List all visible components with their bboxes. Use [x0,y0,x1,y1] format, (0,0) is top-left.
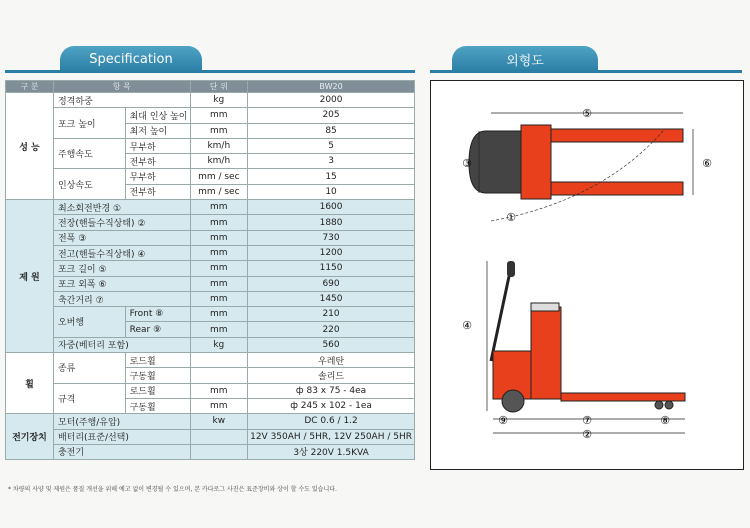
item-label: 충전기 [53,444,190,459]
value-cell: ф 245 x 102 - 1ea [248,398,415,413]
value-cell: 솔리드 [248,368,415,383]
table-row [6,353,415,368]
value-cell: 730 [248,230,415,245]
unit-cell: mm [190,276,248,291]
value-cell: 205 [248,108,415,123]
spec-header-rule [5,70,415,73]
unit-cell: mm [190,322,248,337]
unit-cell: mm [190,398,248,413]
unit-cell: kg [190,93,248,108]
unit-cell: km/h [190,154,248,169]
item-label: 배터리(표준/선택) [53,429,190,444]
table-row [6,414,415,429]
load-wheel [655,401,663,409]
header-item: 항 목 [53,81,190,93]
mast-top [531,303,559,311]
item-label: 정격하중 [53,93,190,108]
unit-cell: mm [190,123,248,138]
value-cell: 2000 [248,93,415,108]
specification-tab [60,46,202,72]
table-row [6,383,415,398]
body-mast [531,307,561,399]
table-row [6,337,415,352]
handle-grip [507,261,515,277]
pallet-truck-drawing [431,81,743,469]
top-view [462,107,712,224]
drawing-header-rule [430,70,742,73]
drive-wheel [502,390,524,412]
item-label: 종류 [53,353,125,384]
item-label: 포크 길이 ⑤ [53,261,190,276]
specification-tab-label: Specification [89,51,173,67]
value-cell: 210 [248,307,415,322]
unit-cell [190,444,248,459]
table-row [6,245,415,260]
fork-lower [551,182,683,195]
section-performance: 성 능 [6,93,54,200]
unit-cell [190,368,248,383]
chassis-top [521,125,551,199]
sub-item-label: Rear ⑨ [125,322,190,337]
sub-item-label: 최저 높이 [125,123,190,138]
header-category: 구 분 [6,81,54,93]
item-label: 전폭 ③ [53,230,190,245]
value-cell: 560 [248,337,415,352]
marker-6: ⑥ [702,157,712,170]
value-cell: 1150 [248,261,415,276]
section-wheel: 휠 [6,353,54,414]
drive-unit-top [469,131,521,193]
item-label: 모터(주행/유압) [53,414,190,429]
value-cell: 1200 [248,245,415,260]
unit-cell: mm / sec [190,169,248,184]
spec-table [5,80,415,460]
unit-cell: mm [190,307,248,322]
sub-item-label: 로드휠 [125,383,190,398]
value-cell: 1880 [248,215,415,230]
table-row [6,444,415,459]
table-row [6,215,415,230]
value-cell: 3 [248,154,415,169]
unit-cell: mm [190,108,248,123]
marker-1: ① [506,211,516,224]
item-label: 포크 외폭 ⑥ [53,276,190,291]
unit-cell: mm [190,245,248,260]
marker-4: ④ [462,319,472,332]
footnote: * 차량의 사양 및 제원은 품질 개선을 위해 예고 없이 변경될 수 있으며, 본 카다로그 사진은 표준장비와 상이 할 수도 있습니다. [8,486,337,493]
header-unit: 단 위 [190,81,248,93]
sub-item-label: 구동휠 [125,368,190,383]
value-cell: 10 [248,184,415,199]
value-cell: ф 83 x 75 - 4ea [248,383,415,398]
marker-3: ③ [462,157,472,170]
value-cell: 85 [248,123,415,138]
fork-upper [551,129,683,142]
table-row [6,261,415,276]
unit-cell: mm / sec [190,184,248,199]
item-label: 주행속도 [53,138,125,169]
side-view [462,261,685,441]
sub-item-label: 전부하 [125,154,190,169]
item-label: 포크 높이 [53,108,125,139]
marker-7: ⑦ [582,414,592,427]
fork-side [561,393,685,401]
outer-drawing-frame [430,80,744,470]
marker-5: ⑤ [582,107,592,120]
unit-cell: mm [190,261,248,276]
item-label: 축간거리 ⑦ [53,291,190,306]
value-cell: 3상 220V 1.5KVA [248,444,415,459]
unit-cell: kg [190,337,248,352]
item-label: 자중(베터리 포함) [53,337,190,352]
unit-cell: mm [190,215,248,230]
table-row [6,291,415,306]
value-cell: DC 0.6 / 1.2 [248,414,415,429]
sub-item-label: 최대 인상 높이 [125,108,190,123]
unit-cell: mm [190,200,248,215]
marker-8: ⑧ [660,414,670,427]
unit-cell [190,429,248,444]
value-cell: 우레탄 [248,353,415,368]
value-cell: 1600 [248,200,415,215]
unit-cell: mm [190,230,248,245]
sub-item-label: 무부하 [125,138,190,153]
load-wheel [665,401,673,409]
value-cell: 12V 350AH / 5HR, 12V 250AH / 5HR [248,429,415,444]
unit-cell: kw [190,414,248,429]
table-row [6,108,415,123]
value-cell: 15 [248,169,415,184]
value-cell: 220 [248,322,415,337]
sub-item-label: 구동휠 [125,398,190,413]
item-label: 전장(핸들수직상태) ② [53,215,190,230]
item-label: 인상속도 [53,169,125,200]
table-row [6,230,415,245]
value-cell: 690 [248,276,415,291]
table-row [6,307,415,322]
item-label: 전고(핸들수직상태) ④ [53,245,190,260]
table-row [6,276,415,291]
unit-cell: km/h [190,138,248,153]
section-dimensions: 제 원 [6,200,54,353]
item-label: 오버행 [53,307,125,338]
section-electric: 전기장치 [6,414,54,460]
item-label: 최소회전반경 ① [53,200,190,215]
header-model: BW20 [248,81,415,93]
sub-item-label: 로드휠 [125,353,190,368]
table-row [6,169,415,184]
outer-view-tab [452,46,598,72]
table-row [6,429,415,444]
handle-bar [491,267,511,361]
unit-cell [190,353,248,368]
table-row [6,138,415,153]
unit-cell: mm [190,383,248,398]
value-cell: 5 [248,138,415,153]
sub-item-label: 무부하 [125,169,190,184]
table-row [6,200,415,215]
unit-cell: mm [190,291,248,306]
sub-item-label: Front ⑧ [125,307,190,322]
spec-table-header [6,81,415,93]
outer-view-tab-label: 외형도 [506,53,544,69]
table-row [6,93,415,108]
value-cell: 1450 [248,291,415,306]
marker-2: ② [582,428,592,441]
item-label: 규격 [53,383,125,414]
marker-9: ⑨ [498,414,508,427]
sub-item-label: 전부하 [125,184,190,199]
